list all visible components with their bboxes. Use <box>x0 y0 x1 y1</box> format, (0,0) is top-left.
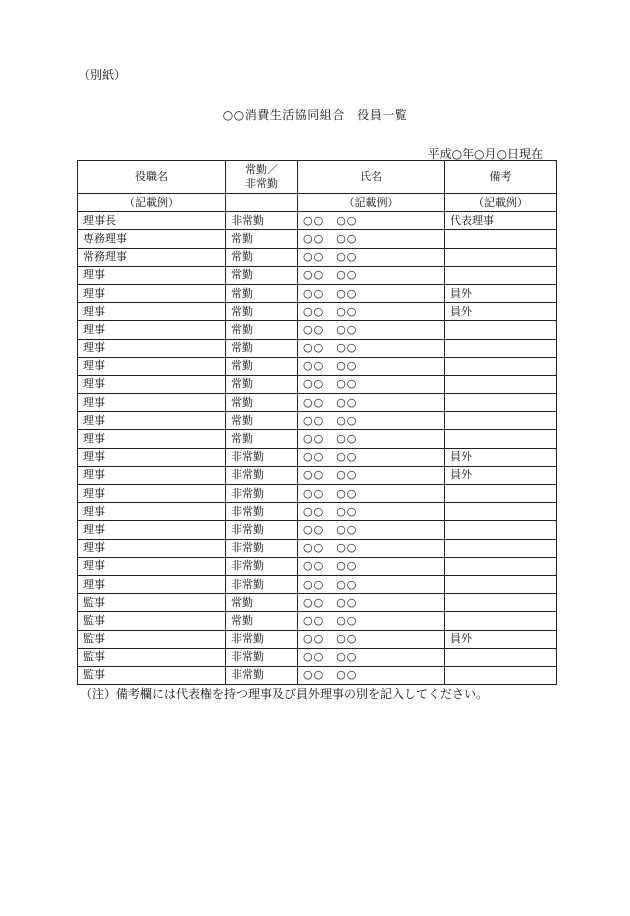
cell-position: 理事 <box>78 321 226 339</box>
cell-status: 常勤 <box>226 230 298 248</box>
cell-position: 監事 <box>78 594 226 612</box>
cell-status: 常勤 <box>226 284 298 302</box>
cell-name: ○○ ○○ <box>298 394 445 412</box>
example-position: （記載例） <box>78 194 226 212</box>
cell-remarks <box>445 321 557 339</box>
table-row <box>78 230 557 248</box>
cell-name: ○○ ○○ <box>298 375 445 393</box>
cell-status: 常勤 <box>226 430 298 448</box>
cell-position: 理事 <box>78 466 226 484</box>
cell-name: ○○ ○○ <box>298 666 445 684</box>
cell-name: ○○ ○○ <box>298 594 445 612</box>
cell-name: ○○ ○○ <box>298 630 445 648</box>
cell-status: 非常勤 <box>226 557 298 575</box>
cell-position: 理事 <box>78 539 226 557</box>
cell-remarks <box>445 339 557 357</box>
cell-status: 常勤 <box>226 612 298 630</box>
cell-status: 常勤 <box>226 375 298 393</box>
officer-table <box>77 160 557 685</box>
officer-rows <box>78 212 557 685</box>
cell-remarks <box>445 612 557 630</box>
cell-position: 理事 <box>78 303 226 321</box>
table-row <box>78 412 557 430</box>
table-row <box>78 503 557 521</box>
cell-position: 理事 <box>78 357 226 375</box>
cell-position: 理事 <box>78 503 226 521</box>
cell-remarks <box>445 503 557 521</box>
cell-position: 理事 <box>78 575 226 593</box>
cell-position: 理事 <box>78 266 226 284</box>
cell-status: 非常勤 <box>226 485 298 503</box>
header-status-line2: 非常勤 <box>245 177 278 190</box>
table-row <box>78 521 557 539</box>
header-status <box>226 161 298 194</box>
cell-position: 理事 <box>78 430 226 448</box>
cell-remarks <box>445 575 557 593</box>
cell-name: ○○ ○○ <box>298 321 445 339</box>
cell-name: ○○ ○○ <box>298 575 445 593</box>
cell-name: ○○ ○○ <box>298 521 445 539</box>
table-row <box>78 648 557 666</box>
cell-status: 常勤 <box>226 248 298 266</box>
cell-name: ○○ ○○ <box>298 412 445 430</box>
table-row <box>78 357 557 375</box>
example-row <box>78 194 557 212</box>
cell-status: 常勤 <box>226 357 298 375</box>
cell-position: 理事 <box>78 412 226 430</box>
cell-name: ○○ ○○ <box>298 339 445 357</box>
table-row <box>78 466 557 484</box>
cell-remarks <box>445 412 557 430</box>
cell-position: 理事 <box>78 448 226 466</box>
cell-name: ○○ ○○ <box>298 430 445 448</box>
cell-position: 理事 <box>78 521 226 539</box>
cell-name: ○○ ○○ <box>298 284 445 302</box>
cell-remarks <box>445 594 557 612</box>
cell-position: 理事 <box>78 394 226 412</box>
cell-position: 監事 <box>78 648 226 666</box>
cell-status: 常勤 <box>226 303 298 321</box>
cell-name: ○○ ○○ <box>298 485 445 503</box>
cell-remarks <box>445 521 557 539</box>
footnote: （注）備考欄には代表権を持つ理事及び員外理事の別を記入してください。 <box>80 687 489 701</box>
cell-status: 非常勤 <box>226 448 298 466</box>
table-row <box>78 212 557 230</box>
cell-remarks <box>445 539 557 557</box>
cell-name: ○○ ○○ <box>298 230 445 248</box>
cell-remarks <box>445 375 557 393</box>
cell-status: 常勤 <box>226 266 298 284</box>
table-row <box>78 339 557 357</box>
table-row <box>78 284 557 302</box>
table-row <box>78 375 557 393</box>
cell-remarks: 代表理事 <box>445 212 557 230</box>
cell-remarks <box>445 394 557 412</box>
table-row <box>78 448 557 466</box>
cell-name: ○○ ○○ <box>298 248 445 266</box>
cell-status: 常勤 <box>226 594 298 612</box>
table-row <box>78 539 557 557</box>
table-row <box>78 666 557 684</box>
example-remarks: （記載例） <box>445 194 557 212</box>
cell-name: ○○ ○○ <box>298 612 445 630</box>
cell-position: 監事 <box>78 666 226 684</box>
table-row <box>78 248 557 266</box>
cell-status: 非常勤 <box>226 666 298 684</box>
cell-remarks <box>445 357 557 375</box>
cell-remarks: 員外 <box>445 303 557 321</box>
cell-remarks <box>445 666 557 684</box>
header-status-line1: 常勤／ <box>245 163 278 176</box>
cell-position: 常務理事 <box>78 248 226 266</box>
cell-position: 理事 <box>78 485 226 503</box>
cell-name: ○○ ○○ <box>298 648 445 666</box>
cell-name: ○○ ○○ <box>298 266 445 284</box>
cell-position: 専務理事 <box>78 230 226 248</box>
cell-position: 理事 <box>78 284 226 302</box>
attachment-label: （別紙） <box>78 68 127 82</box>
table-row <box>78 594 557 612</box>
cell-name: ○○ ○○ <box>298 448 445 466</box>
table-row <box>78 612 557 630</box>
table-row <box>78 321 557 339</box>
table-row <box>78 266 557 284</box>
cell-name: ○○ ○○ <box>298 539 445 557</box>
header-position: 役職名 <box>78 161 226 194</box>
example-name: （記載例） <box>298 194 445 212</box>
cell-status: 常勤 <box>226 339 298 357</box>
cell-status: 非常勤 <box>226 212 298 230</box>
table-row <box>78 575 557 593</box>
table-row <box>78 303 557 321</box>
cell-remarks: 員外 <box>445 630 557 648</box>
cell-status: 非常勤 <box>226 648 298 666</box>
table-row <box>78 557 557 575</box>
cell-name: ○○ ○○ <box>298 466 445 484</box>
cell-status: 非常勤 <box>226 466 298 484</box>
as-of-date: 平成○年○月○日現在 <box>427 147 543 161</box>
cell-remarks <box>445 485 557 503</box>
table-row <box>78 485 557 503</box>
cell-status: 常勤 <box>226 394 298 412</box>
table-row <box>78 430 557 448</box>
cell-status: 非常勤 <box>226 521 298 539</box>
cell-position: 理事 <box>78 339 226 357</box>
cell-remarks <box>445 230 557 248</box>
cell-remarks <box>445 648 557 666</box>
cell-status: 非常勤 <box>226 539 298 557</box>
cell-status: 非常勤 <box>226 575 298 593</box>
cell-position: 監事 <box>78 630 226 648</box>
header-name: 氏名 <box>298 161 445 194</box>
table-row <box>78 630 557 648</box>
cell-position: 理事長 <box>78 212 226 230</box>
cell-remarks: 員外 <box>445 448 557 466</box>
cell-remarks <box>445 430 557 448</box>
cell-position: 監事 <box>78 612 226 630</box>
cell-name: ○○ ○○ <box>298 503 445 521</box>
cell-remarks: 員外 <box>445 284 557 302</box>
table-row <box>78 394 557 412</box>
cell-status: 常勤 <box>226 321 298 339</box>
header-row <box>78 161 557 194</box>
header-remarks: 備考 <box>445 161 557 194</box>
cell-position: 理事 <box>78 557 226 575</box>
cell-name: ○○ ○○ <box>298 212 445 230</box>
cell-status: 非常勤 <box>226 630 298 648</box>
cell-name: ○○ ○○ <box>298 303 445 321</box>
document-title: ○○消費生活協同組合 役員一覧 <box>222 108 408 122</box>
cell-remarks <box>445 557 557 575</box>
cell-status: 常勤 <box>226 412 298 430</box>
cell-position: 理事 <box>78 375 226 393</box>
cell-name: ○○ ○○ <box>298 557 445 575</box>
cell-remarks: 員外 <box>445 466 557 484</box>
cell-name: ○○ ○○ <box>298 357 445 375</box>
example-status <box>226 194 298 212</box>
cell-status: 非常勤 <box>226 503 298 521</box>
cell-remarks <box>445 248 557 266</box>
cell-remarks <box>445 266 557 284</box>
